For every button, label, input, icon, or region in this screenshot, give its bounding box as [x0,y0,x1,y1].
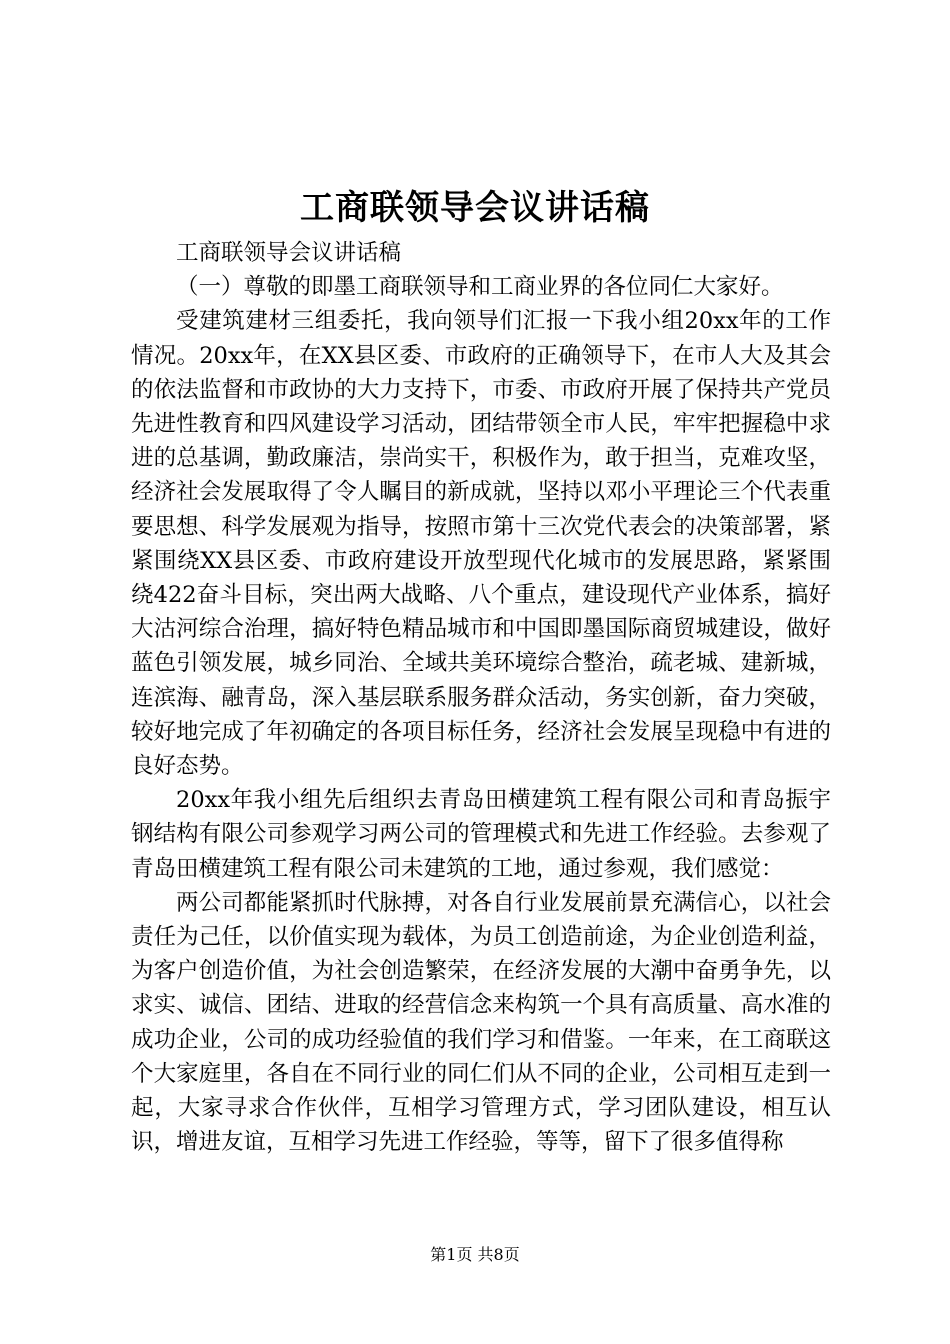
document-body [131,236,831,1159]
paragraph-company-visit: 20xx年我小组先后组织去青岛田横建筑工程有限公司和青岛振宇钢结构有限公司参观学习两公司的管理模式和先进工作经验。去参观了青岛田横建筑工程有限公司未建筑的工地，通过参观，我们感觉： [131,787,831,882]
paragraph-work-report: 受建筑建材三组委托，我向领导们汇报一下我小组20xx年的工作情况。20xx年，在XX县区委、市政府的正确领导下，在市人大及其会的依法监督和市政协的大力支持下，市委、市政府开展了保持共产党员先进性教育和四风建设学习活动，团结带领全市人民，牢牢把握稳中求进的总基调，勤政廉洁，崇尚实干，积极作为，敢于担当，克难攻坚，经济社会发展取得了令人瞩目的新成就，坚持以邓小平理论三个代表重要思想、科学发展观为指导，按照市第十三次党代表会的决策部署，紧紧围绕XX县区委、市政府建设开放型现代化城市的发展思路，紧紧围绕422奋斗目标，突出两大战略、八个重点，建设现代产业体系，搞好大沽河综合治理，搞好特色精品城市和中国即墨国际商贸城建设，做好蓝色引领发展，城乡同治、全域共美环境综合整治，疏老城、建新城，连滨海、融青岛，深入基层联系服务群众活动，务实创新，奋力突破，较好地完成了年初确定的各项目标任务，经济社会发展呈现稳中有进的良好态势。 [131,308,831,780]
paragraph-subtitle: 工商联领导会议讲话稿 [176,240,402,266]
paragraph-greeting: （一）尊敬的即墨工商联领导和工商业界的各位同仁大家好。 [176,274,784,301]
paragraph-reflection: 两公司都能紧抓时代脉搏，对各自行业发展前景充满信心，以社会责任为己任，以价值实现为载体，为员工创造前途，为企业创造利益，为客户创造价值，为社会创造繁荣，在经济发展的大潮中奋勇争先，以求实、诚信、团结、进取的经营信念来构筑一个具有高质量、高水准的成功企业，公司的成功经验值的我们学习和借鉴。一年来，在工商联这个大家庭里，各自在不同行业的同仁们从不同的企业，公司相互走到一起，大家寻求合作伙伴，互相学习管理方式，学习团队建设，相互认识，增进友谊，互相学习先进工作经验，等等，留下了很多值得称 [131,889,831,1156]
document-title: 工商联领导会议讲话稿 [300,188,650,228]
page-number-footer: 第1页 共8页 [430,1245,520,1264]
